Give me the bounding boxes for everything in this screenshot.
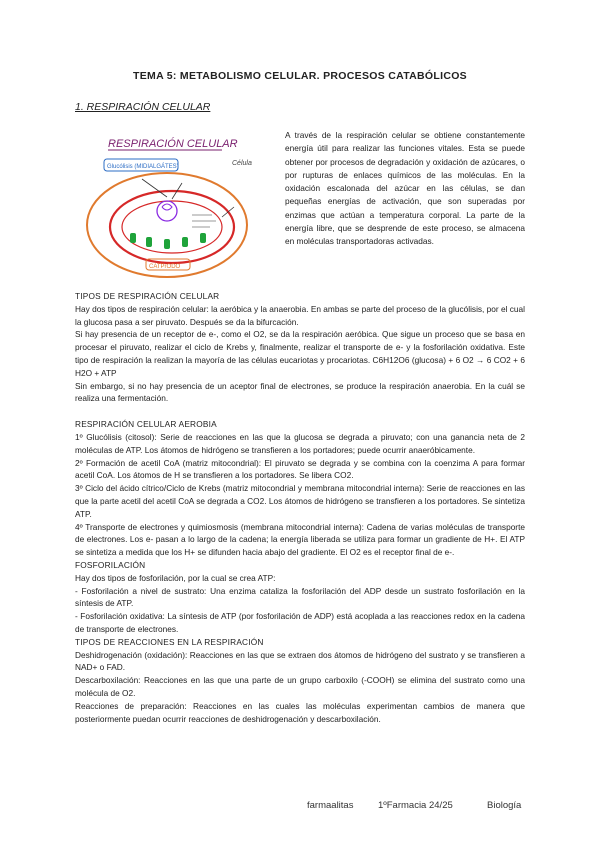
spacer bbox=[75, 405, 525, 418]
body-paragraph: 4º Transporte de electrones y quimiosmosis (membrana mitocondrial interna): Cadena de varias moléculas de transporte de electrones. Los e- pasan a lo largo de la cadena; la energía liberada se utiliza para formar un gradiente de H+. El ATP se sintetiza a medida que los H+ se difunden hacia abajo del gradiente. El O2 es el receptor final de e-. bbox=[75, 521, 525, 558]
label-atp: CATPrODO bbox=[149, 264, 181, 270]
footer-course: 1ºFarmacia 24/25 bbox=[378, 800, 453, 811]
subsection-heading: TIPOS DE REACCIONES EN LA RESPIRACIÓN bbox=[75, 636, 264, 647]
footer-author: farmaalitas bbox=[307, 800, 354, 811]
body-paragraph: 2º Formación de acetil CoA (matriz mitocondrial): El piruvato se degrada y se combina con la coenzima A para formar acetil CoA. Los átomos de H se transfieren a los portadores. Se libera CO2. bbox=[75, 457, 525, 481]
cell-respiration-sketch bbox=[72, 127, 272, 287]
body-paragraph: - Fosforilación a nivel de sustrato: Una enzima cataliza la fosforilación del ADP desde un sustrato fosforilación en la síntesis de ATP. bbox=[75, 585, 525, 609]
page-title: TEMA 5: METABOLISMO CELULAR. PROCESOS CATABÓLICOS bbox=[133, 70, 467, 82]
body-paragraph: - Fosforilación oxidativa: La síntesis de ATP (por fosforilación de ADP) está acoplada a las reacciones redox en la cadena de transporte de electrones. bbox=[75, 611, 525, 634]
body-paragraph: 1º Glucólisis (citosol): Serie de reacciones en las que la glucosa se degrada a piruvato; con una ganancia neta de 2 moléculas de ATP. Los átomos de hidrógeno se transfieren a los portadores; puede ocurrir anaeróbicamente. bbox=[75, 431, 525, 455]
body-paragraph: Hay dos tipos de respiración celular: la aeróbica y la anaerobia. En ambas se parte del proceso de la glucólisis, por el cual la glucosa pasa a ser piruvato. Después se da la bifurcación. bbox=[75, 303, 525, 327]
section-heading: 1. RESPIRACIÓN CELULAR bbox=[75, 101, 211, 113]
subsection-heading: FOSFORILACIÓN bbox=[75, 559, 146, 570]
subsection-heading: TIPOS DE RESPIRACIÓN CELULAR bbox=[75, 291, 220, 301]
label-glucolisis: Glucólisis (MIDIALGÁTES) bbox=[107, 164, 179, 170]
footer-subject: Biología bbox=[487, 800, 522, 811]
document-body bbox=[75, 290, 525, 725]
figure-title: RESPIRACIÓN CELULAR bbox=[108, 138, 238, 150]
body-paragraph: 3º Ciclo del ácido cítrico/Ciclo de Krebs (matriz mitocondrial y membrana mitocondrial interna): Serie de reacciones en las que la parte acetil del acetil CoA se degrada a CO2. Los átomos de hidrógeno se transfieren a los portadores. Se sintetiza ATP. bbox=[75, 483, 525, 519]
intro-paragraph: A través de la respiración celular se obtiene constantemente energía útil para realizar las funciones vitales. Esta se puede obtener por procesos de degradación y oxidación de azúcares, o por rupturas de enlaces químicos de las moléculas. En la oxidación escalonada del azúcar en las células, se dan pequeñas energías de activación, que son superadas por enzimas que actúan a temperatura corporal. La parte de la energía libre, que se desprende de este proceso, se almacena en moléculas transportadoras activadas. bbox=[285, 130, 525, 247]
body-paragraph: Hay dos tipos de fosforilación, por la cual se crea ATP: bbox=[75, 572, 276, 583]
subsection-heading: RESPIRACIÓN CELULAR AEROBIA bbox=[75, 419, 217, 430]
label-celula: Célula bbox=[232, 160, 252, 167]
body-paragraph: Si hay presencia de un receptor de e-, como el O2, se da la respiración aeróbica. Que sigue un proceso que se basa en procesar el piruvato, realizar el ciclo de Krebs y, finalmente, realizar el transporte de e- y la fosforilación oxidativa. Este tipo de respiración la realizan la mayoría de las células eucariotas y procariotas. C6H12O6 (glucosa) + 6 O2 → 6 CO2 + 6 H2O + ATP bbox=[75, 329, 525, 378]
body-paragraph: Reacciones de preparación: Reacciones en las cuales las moléculas experimentan cambios de manera que posteriormente puedan ocurrir reacciones de deshidrogenación y descarboxilación. bbox=[75, 700, 525, 724]
body-paragraph: Deshidrogenación (oxidación): Reacciones en las que se extraen dos átomos de hidrógeno del sustrato y se transfieren a NAD+ o FAD. bbox=[75, 649, 525, 673]
body-paragraph: Descarboxilación: Reacciones en las que una parte de un grupo carboxilo (-COOH) se elimina del sustrato como una molécula de O2. bbox=[75, 675, 525, 698]
body-paragraph: Sin embargo, si no hay presencia de un aceptor final de electrones, se produce la respiración anaerobia. En la cuál se realiza una fermentación. bbox=[75, 380, 525, 404]
